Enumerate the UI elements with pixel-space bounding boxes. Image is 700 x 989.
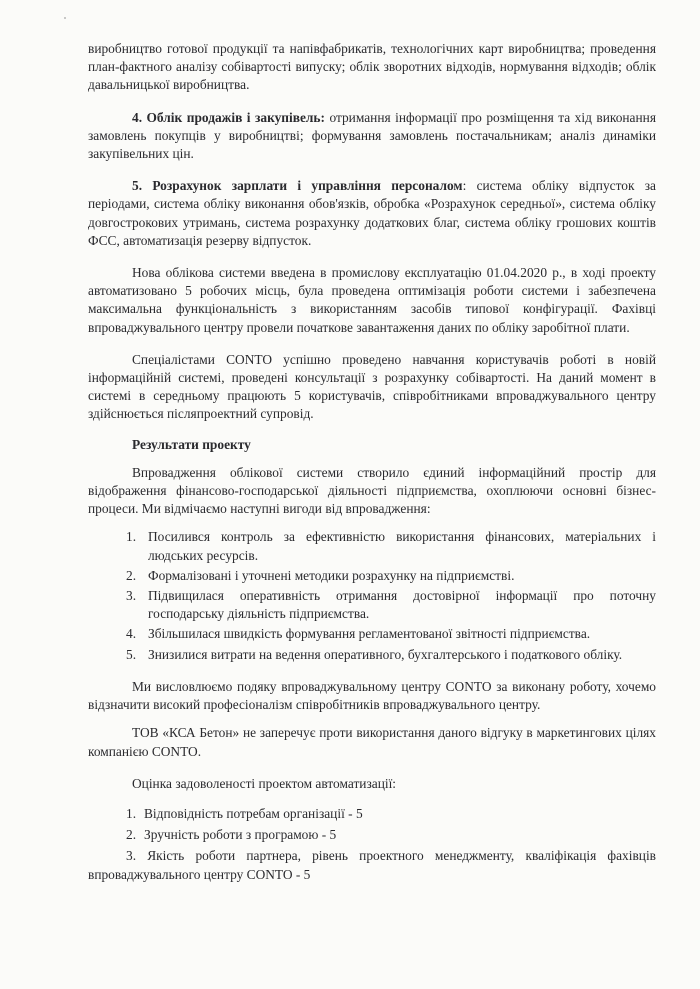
- list-item-text: Збільшилася швидкість формування регламентованої звітності підприємства.: [148, 626, 591, 642]
- list-item-number: 1.: [126, 529, 137, 545]
- list-item-text: Підвищилася оперативність отримання достовірної інформації про поточну господарську діяльність підприємства.: [148, 588, 656, 622]
- list-item: [126, 646, 656, 664]
- benefits-list: [88, 528, 656, 663]
- intro-paragraph: виробництво готової продукції та напівфабрикатів, технологічних карт виробництва; проведення план-фактного аналізу собівартості випуску; облік зворотних відходів, нормування відходів; облік давальницької виробництва.: [88, 41, 656, 93]
- list-item: [126, 587, 656, 623]
- section-sales-purchases-body: отримання інформації про розміщення та хід виконання замовлень покупців у виробництві; формування замовлень постачальникам; аналіз динаміки закупівельних цін.: [88, 109, 656, 162]
- list-item-text: Зручність роботи з програмою - 5: [144, 827, 337, 843]
- section-payroll-personnel-title: 5. Розрахунок зарплати і управління персоналом: [132, 178, 463, 194]
- section-sales-purchases: [88, 109, 656, 164]
- document-page: [88, 40, 656, 884]
- launch-paragraph: Нова облікова системи введена в промислову експлуатацію 01.04.2020 р., в ході проекту автоматизовано 5 робочих місць, була проведена оптимізація роботи системи і забезпечена максимальна функціональність з використанням засобів типової конфігурації. Фахівці впроваджувального центру провели початкове завантаження даних по обліку заробітної плати.: [88, 265, 656, 335]
- list-item-number: 4.: [126, 626, 137, 642]
- results-intro: Впровадження облікової системи створило єдиний інформаційний простір для відображення фінансово-господарської діяльності підприємства, охоплюючи основні бізнес-процеси. Ми відмічаємо наступні вигоди від впровадження:: [88, 464, 656, 517]
- list-item-text: Посилився контроль за ефективністю використання фінансових, матеріальних і людських ресурсів.: [148, 529, 656, 563]
- section-payroll-personnel-body: : система обліку відпусток за періодами, система обліку виконання обов'язків, обробка «Розрахунок середньої», система обліку довгострокових утримань, система розрахунку додаткових благ, система обліку грошових коштів ФСС, автоматизація резерву відпусток.: [88, 178, 656, 248]
- list-item: [126, 528, 656, 564]
- list-item-number: 3.: [126, 588, 137, 604]
- section-sales-purchases-title: 4. Облік продажів і закупівель:: [132, 109, 325, 125]
- list-item-number: 2.: [126, 827, 137, 843]
- list-item-text: Знизилися витрати на ведення оперативного, бухгалтерського і податкового обліку.: [148, 646, 623, 662]
- marketing-paragraph: ТОВ «КСА Бетон» не заперечує проти використання даного відгуку в маркетингових цілях компанією CONTO.: [88, 725, 656, 759]
- list-item: [126, 826, 656, 844]
- section-payroll-personnel: [88, 177, 656, 250]
- thanks-paragraph: Ми висловлюємо подяку впроваджувальному центру CONTO за виконану роботу, хочемо відзначити високий професіоналізм співробітників впроваджувального центру.: [88, 678, 656, 713]
- list-item: [126, 805, 656, 823]
- list-item-number: 5.: [126, 646, 137, 662]
- scan-speck: [64, 17, 66, 19]
- list-item-number: 2.: [126, 567, 137, 583]
- list-item-text: Відповідність потребам організації - 5: [144, 805, 363, 821]
- list-item: [126, 567, 656, 585]
- list-item-number: 1.: [126, 805, 137, 821]
- satisfaction-list: [88, 805, 656, 844]
- list-item-text: Формалізовані і уточнені методики розрахунку на підприємстві.: [148, 567, 515, 583]
- training-paragraph: Спеціалістами CONTO успішно проведено навчання користувачів роботі в новій інформаційній системі, проведені консультації з розрахунку собівартості. На даний момент в системі в середньому працюють 5 користувачів, співробітниками впроваджувального центру здійснюється післяпроектний супровід.: [88, 351, 656, 422]
- satisfaction-heading: Оцінка задоволеності проектом автоматизації:: [132, 775, 397, 791]
- satisfaction-item-partner-quality: 3. Якість роботи партнера, рівень проектного менеджменту, кваліфікація фахівців впроваджувального центру CONTO - 5: [88, 848, 656, 882]
- list-item: [126, 625, 656, 643]
- results-heading: Результати проекту: [132, 436, 251, 452]
